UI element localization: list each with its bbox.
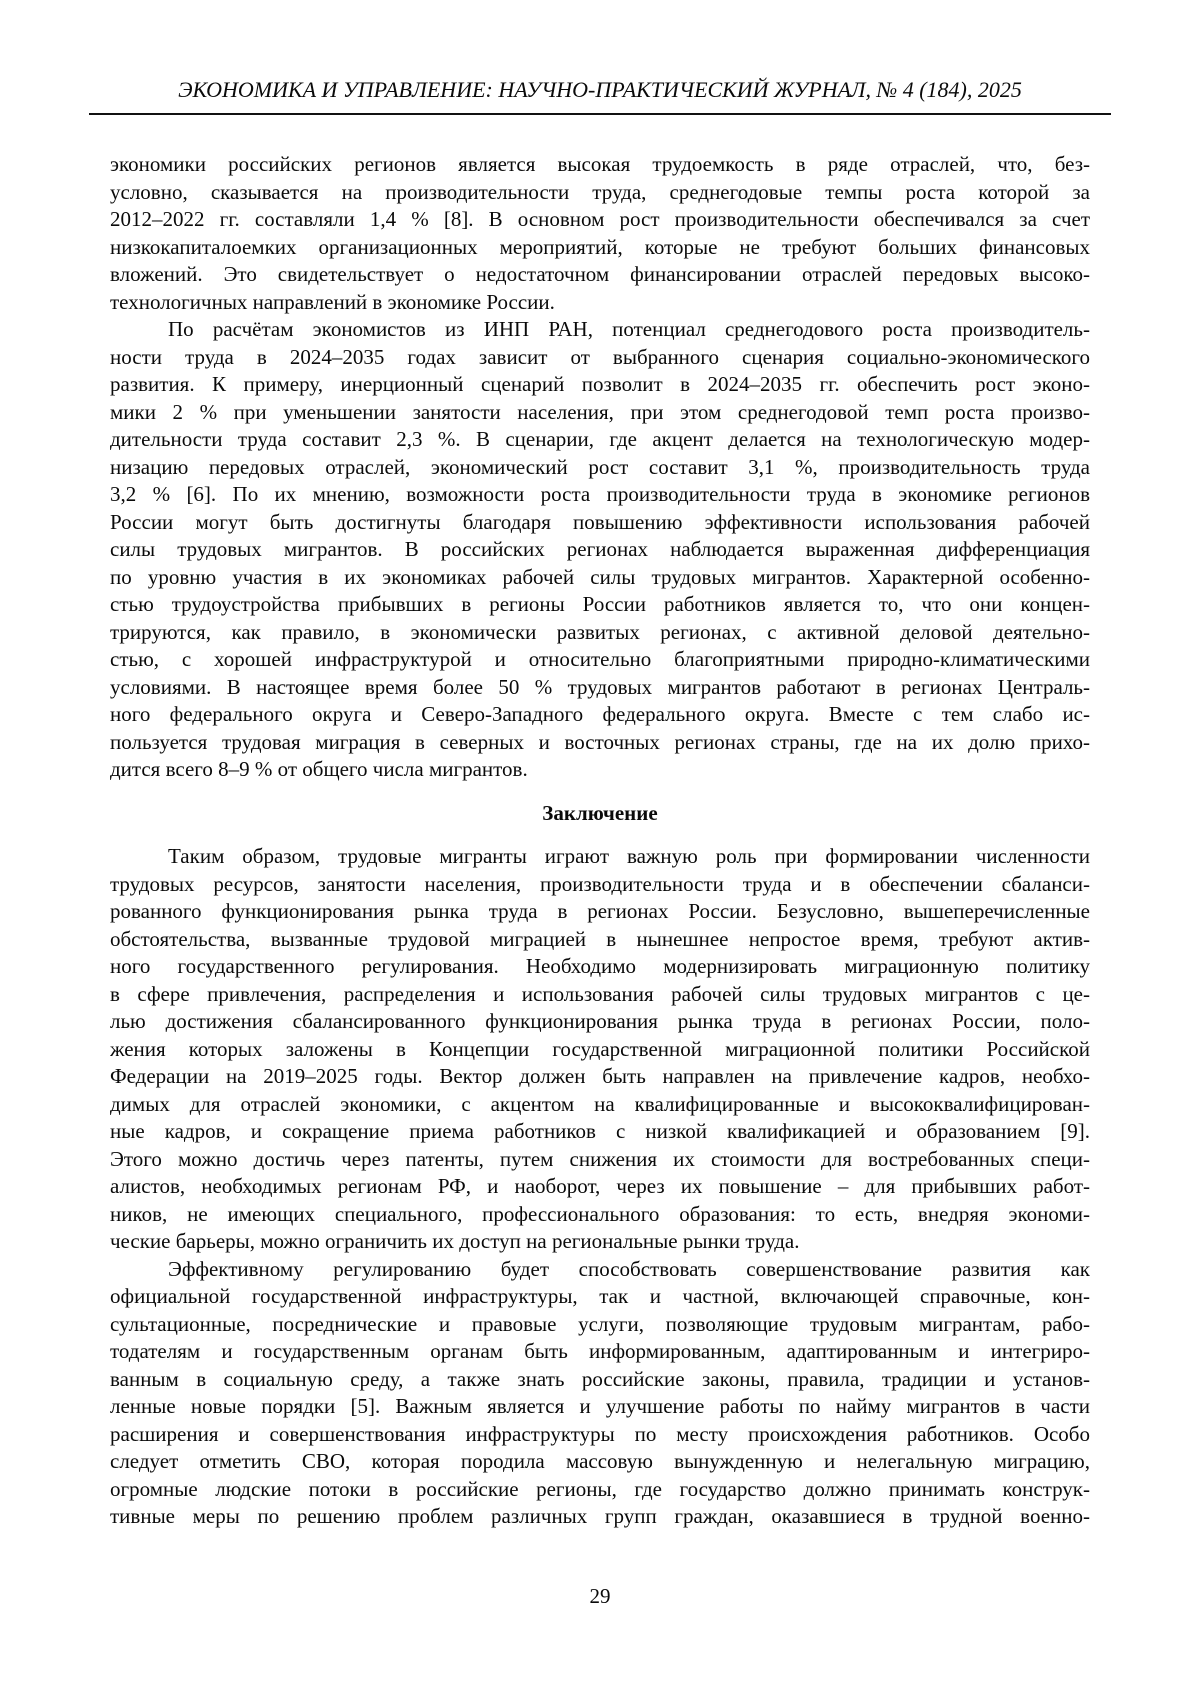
text-line: Эффективному регулированию будет способствовать совершенствование развития как <box>168 1256 1090 1281</box>
text-line: ванным в социальную среду, а также знать российские законы, правила, традиции и установ- <box>110 1366 1090 1391</box>
text-line: технологичных направлений в экономике России. <box>110 289 555 314</box>
text-line: расширения и совершенствования инфраструктуры по месту происхождения работников. Особо <box>110 1421 1090 1446</box>
text-line: ного государственного регулирования. Необходимо модернизировать миграционную политику <box>110 954 1090 978</box>
text-line: димых для отраслей экономики, с акцентом на квалифицированные и высококвалифицирован- <box>110 1091 1090 1116</box>
text-line: развития. К примеру, инерционный сценарий позволит в 2024–2035 гг. обеспечить рост эконо- <box>110 372 1090 396</box>
text-line: ников, не имеющих специального, профессионального образования: то есть, внедряя экономи- <box>110 1201 1090 1226</box>
text-line: ные кадров, и сокращение приема работников с низкой квалификацией и образованием [9]. <box>110 1119 1090 1143</box>
paragraph <box>110 1256 1090 1531</box>
journal-title: ЭКОНОМИКА И УПРАВЛЕНИЕ: НАУЧНО-ПРАКТИЧЕСКИЙ ЖУРНАЛ, № 4 (184), 2025 <box>178 77 1022 102</box>
paragraph <box>110 316 1090 784</box>
text-line: вложений. Это свидетельствует о недостаточном финансировании отраслей передовых высоко- <box>110 262 1090 286</box>
text-line: дительности труда составит 2,3 %. В сценарии, где акцент делается на технологическую модер- <box>110 427 1090 451</box>
text-line: сультационные, посреднические и правовые услуги, позволяющие трудовым мигрантам, рабо- <box>110 1311 1090 1336</box>
document-body <box>110 151 1090 1531</box>
text-line: огромные людские потоки в российские регионы, где государство должно принимать конструк- <box>110 1476 1090 1501</box>
text-line: в сфере привлечения, распределения и использования рабочей силы трудовых мигрантов с це- <box>110 981 1090 1006</box>
text-line: пользуется трудовая миграция в северных и восточных регионах страны, где на их долю прихо- <box>110 729 1090 754</box>
text-line: рованного функционирования рынка труда в регионах России. Безусловно, вышеперечисленные <box>110 899 1090 923</box>
text-line: низацию передовых отраслей, экономический рост составит 3,1 %, производительность труда <box>110 454 1090 479</box>
text-line: алистов, необходимых регионам РФ, и наоборот, через их повышение – для прибывших работ- <box>110 1174 1090 1198</box>
text-line: следует отметить СВО, которая породила массовую вынужденную и нелегальную миграцию, <box>110 1449 1090 1473</box>
paragraph <box>110 843 1090 1256</box>
text-line: силы трудовых мигрантов. В российских регионах наблюдается выраженная дифференциация <box>110 537 1090 561</box>
text-line: 3,2 % [6]. По их мнению, возможности роста производительности труда в экономике регионов <box>110 482 1090 506</box>
text-line: мики 2 % при уменьшении занятости населения, при этом среднегодовой темп роста произво- <box>110 399 1090 424</box>
text-line: ческие барьеры, можно ограничить их доступ на региональные рынки труда. <box>110 1229 800 1253</box>
section-heading: Заключение <box>542 800 658 825</box>
text-line: условиями. В настоящее время более 50 % трудовых мигрантов работают в регионах Централь- <box>110 674 1090 699</box>
text-line: 2012–2022 гг. составляли 1,4 % [8]. В основном рост производительности обеспечивался за счет <box>110 207 1090 231</box>
text-line: по уровню участия в их экономиках рабочей силы трудовых мигрантов. Характерной особенно- <box>110 564 1090 589</box>
text-line: тодателям и государственным органам быть информированным, адаптированным и интегриро- <box>110 1339 1090 1363</box>
text-line: дится всего 8–9 % от общего числа мигрантов. <box>110 757 528 781</box>
text-line: Таким образом, трудовые мигранты играют важную роль при формировании численности <box>168 844 1090 868</box>
text-line: Федерации на 2019–2025 годы. Вектор должен быть направлен на привлечение кадров, необхо- <box>110 1064 1090 1088</box>
text-line: России могут быть достигнуты благодаря повышению эффективности использования рабочей <box>110 509 1090 534</box>
text-line: обстоятельства, вызванные трудовой миграцией в нынешнее непростое время, требуют актив- <box>110 926 1090 951</box>
text-line: тивные меры по решению проблем различных групп граждан, оказавшиеся в трудной военно- <box>110 1504 1090 1528</box>
text-line: трируются, как правило, в экономически развитых регионах, с активной деловой деятельно- <box>110 619 1090 644</box>
page-number: 29 <box>589 1584 611 1608</box>
text-line: По расчётам экономистов из ИНП РАН, потенциал среднегодового роста производитель- <box>168 317 1090 341</box>
text-line: экономики российских регионов является высокая трудоемкость в ряде отраслей, что, без- <box>110 152 1090 176</box>
text-line: низкокапиталоемких организационных мероприятий, которые не требуют больших финансовых <box>110 234 1090 259</box>
journal-header <box>89 77 1111 115</box>
text-line: ленные новые порядки [5]. Важным является и улучшение работы по найму мигрантов в части <box>110 1394 1090 1418</box>
text-line: стью, с хорошей инфраструктурой и относительно благоприятными природно-климатическими <box>110 647 1090 671</box>
paragraph <box>110 151 1090 316</box>
text-line: условно, сказывается на производительности труда, среднегодовые темпы роста которой за <box>110 179 1090 204</box>
text-line: трудовых ресурсов, занятости населения, производительности труда и в обеспечении сбаланси- <box>110 871 1090 896</box>
text-line: ности труда в 2024–2035 годах зависит от выбранного сценария социально-экономического <box>110 344 1090 369</box>
text-line: официальной государственной инфраструктуры, так и частной, включающей справочные, кон- <box>110 1284 1090 1308</box>
text-line: стью трудоустройства прибывших в регионы России работников является то, что они концен- <box>110 592 1090 616</box>
text-line: Этого можно достичь через патенты, путем снижения их стоимости для востребованных специ- <box>110 1146 1090 1171</box>
text-line: жения которых заложены в Концепции государственной миграционной политики Российской <box>110 1036 1090 1061</box>
text-line: ного федерального округа и Северо-Западного федерального округа. Вместе с тем слабо ис- <box>110 702 1090 726</box>
text-line: лью достижения сбалансированного функционирования рынка труда в регионах России, поло- <box>110 1009 1090 1033</box>
